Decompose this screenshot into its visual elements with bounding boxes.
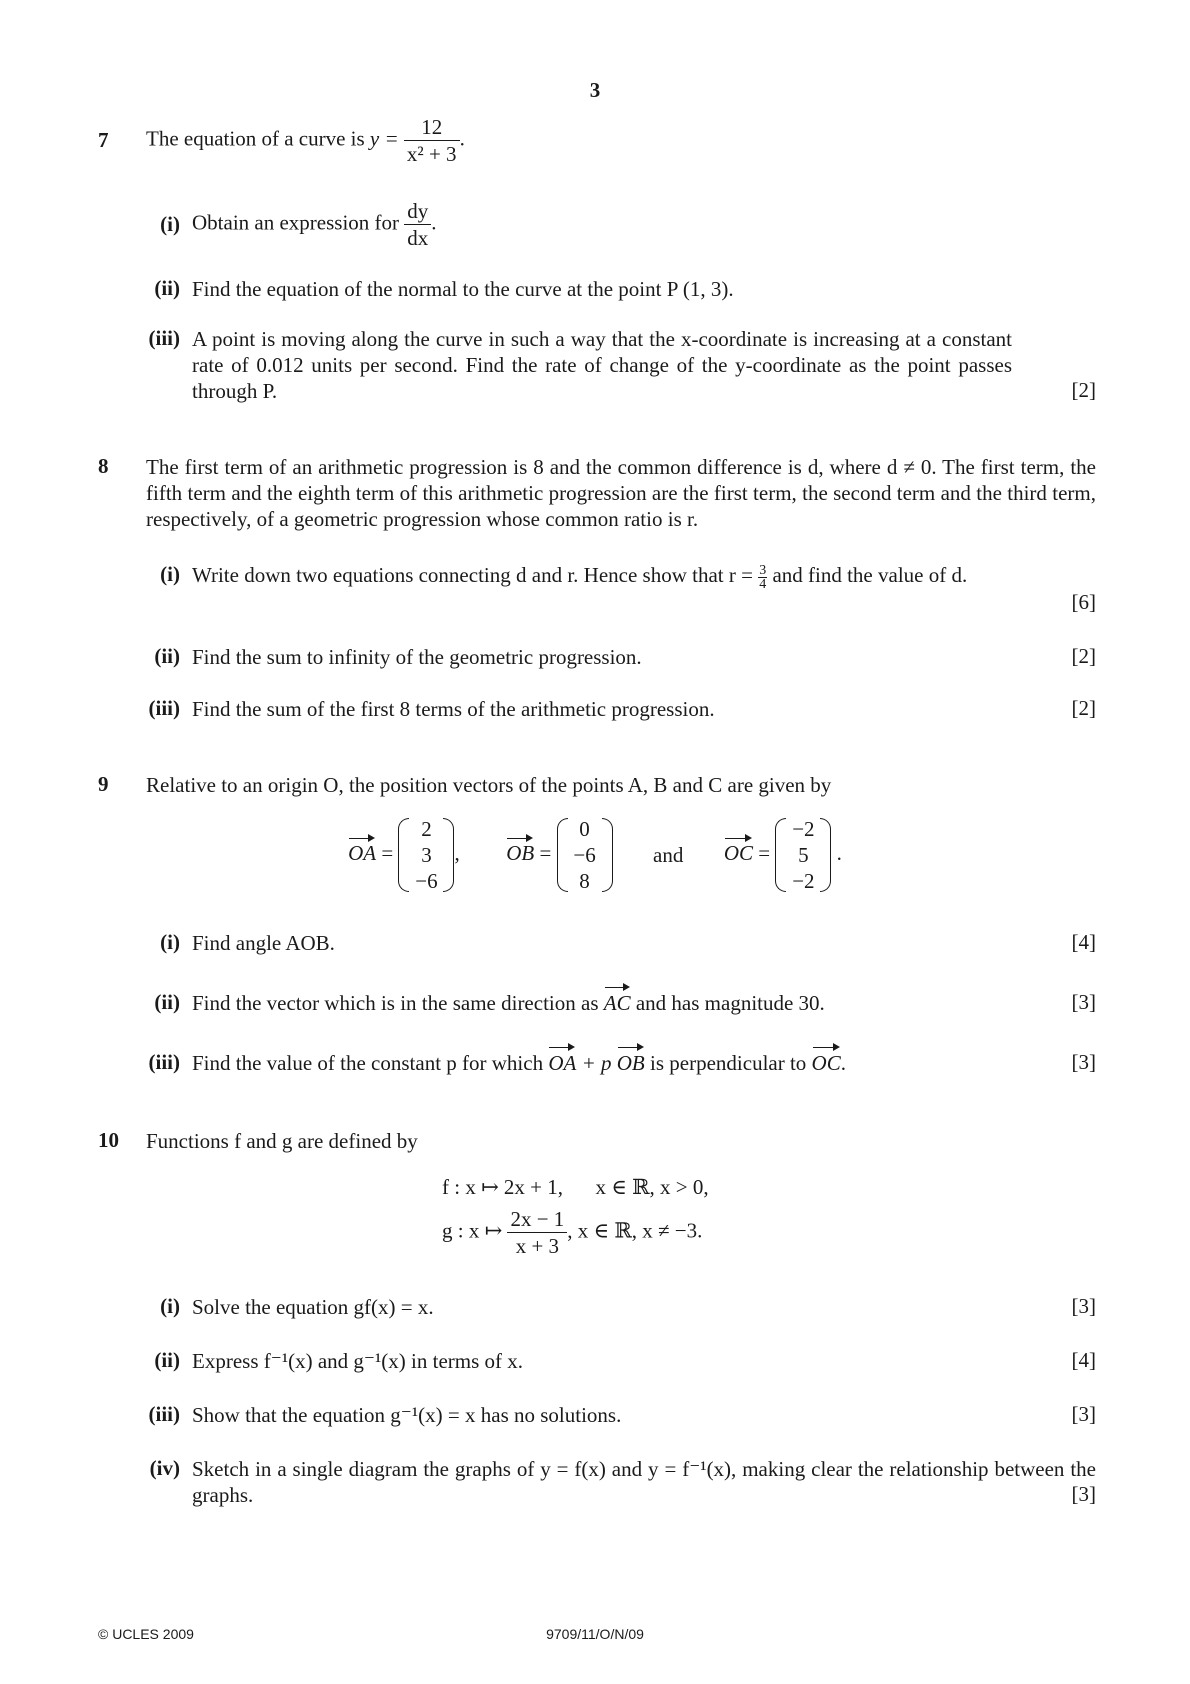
part-label: (iii) (148, 1050, 180, 1074)
f-definition (442, 1174, 709, 1200)
oa-x: 2 (421, 817, 432, 841)
q7-frac-den: x² + 3 (406, 142, 457, 166)
mark: [3] (1071, 990, 1096, 1014)
q8-i-frac-den: 4 (759, 576, 767, 592)
vector-ob-name: OB (506, 840, 535, 865)
part-text: Find the sum of the first 8 terms of the arithmetic progression. (192, 697, 715, 721)
part-text: Express f⁻¹(x) and g⁻¹(x) in terms of x. (192, 1349, 524, 1373)
q9-vector-definitions (0, 816, 1190, 894)
q9-iii-text-b: is perpendicular to (650, 1051, 807, 1075)
g-mapping-lhs: g : x ↦ (442, 1218, 503, 1243)
q7-i-fraction (404, 198, 431, 251)
q7-end: . (459, 126, 465, 151)
vector-ob: OB = 0 −6 8 (506, 816, 612, 894)
part-text (192, 562, 1096, 591)
question-9-number: 9 (98, 772, 109, 796)
q7-frac-num: 12 (404, 114, 460, 141)
part-label: (iii) (148, 326, 180, 350)
f-mapping: f : x ↦ 2x + 1, (442, 1175, 564, 1199)
part-text: Show that the equation g⁻¹(x) = x has no solutions. (192, 1403, 622, 1427)
g-frac-den: x + 3 (515, 1234, 560, 1258)
question-10-stem: Functions f and g are defined by (146, 1129, 418, 1153)
part-label: (i) (160, 212, 180, 236)
vector-oc-column (775, 816, 831, 894)
vector-oa-ref: OA (548, 1051, 577, 1075)
part-text: Sketch in a single diagram the graphs of y = f(x) and y = f⁻¹(x), making clear the relationship between the graphs. (192, 1457, 1096, 1507)
g-definition (442, 1206, 702, 1259)
part-label: (iii) (148, 1402, 180, 1426)
footer-code: 9709/11/O/N/09 (546, 1626, 644, 1642)
vector-oc: OC = −2 5 −2 . (723, 817, 842, 893)
part-text: Solve the equation gf(x) = x. (192, 1295, 434, 1319)
footer-copyright: © UCLES 2009 (98, 1626, 194, 1642)
mark: [2] (1071, 378, 1096, 402)
mark: [3] (1071, 1294, 1096, 1318)
g-frac-num: 2x − 1 (507, 1206, 567, 1233)
part-label: (i) (160, 1294, 180, 1318)
mark: [2] (1071, 644, 1096, 668)
part-label: (iii) (148, 696, 180, 720)
mark: [4] (1071, 1348, 1096, 1372)
vector-ob-ref: OB (616, 1051, 645, 1075)
vector-ac: AC (603, 991, 631, 1015)
page-number: 3 (589, 78, 601, 102)
mark: [2] (1071, 696, 1096, 720)
oc-sep: . (836, 840, 842, 865)
q9-iii-text-a: Find the value of the constant p for which (192, 1051, 544, 1075)
part-label: (i) (160, 562, 180, 586)
q8-i-text-b: and find the value of d. (772, 563, 968, 587)
part-label: (iv) (149, 1456, 180, 1480)
part-label: (i) (160, 930, 180, 954)
part-text (192, 990, 1096, 1016)
q8-i-fraction (758, 564, 767, 591)
vector-oa-column (398, 816, 454, 894)
vector-oa: OA = 2 3 −6 , (348, 817, 460, 893)
part-label: (ii) (154, 644, 180, 668)
mark: [3] (1071, 1402, 1096, 1426)
vector-oc-ref: OC (811, 1051, 841, 1075)
q7-i-frac-num: dy (404, 198, 431, 225)
part-label: (ii) (154, 1348, 180, 1372)
part-text: Find the sum to infinity of the geometric progression. (192, 645, 642, 669)
question-8-number: 8 (98, 454, 109, 478)
q7-fraction (404, 114, 460, 167)
part-text: Find the equation of the normal to the curve at the point P (1, 3). (192, 277, 734, 301)
q9-ii-text-b: and has magnitude 30. (635, 991, 825, 1015)
g-fraction (507, 1206, 567, 1259)
mark: [3] (1071, 1050, 1096, 1074)
oc-x: −2 (792, 817, 815, 841)
g-domain: , x ∈ ℝ, x ≠ −3. (567, 1218, 703, 1243)
question-8-stem: The first term of an arithmetic progression is 8 and the common difference is d, where d ≠ 0. The first term, the fifth term and the eighth term of this arithmetic progression are the first term, the second term and the third term, respectively, of a geometric progression whose common ratio is r. (146, 455, 1096, 531)
part-text: A point is moving along the curve in such a way that the x-coordinate is increasing at a constant rate of 0.012 units per second. Find the rate of change of the y-coordinate as the point passes through P. (192, 327, 1012, 403)
q8-i-frac-num: 3 (759, 562, 767, 578)
q7-intro: The equation of a curve is (146, 126, 365, 151)
mark: [4] (1071, 930, 1096, 954)
question-7-stem (146, 114, 1096, 167)
q8-i-text-a: Write down two equations connecting d and r. Hence show that r = (192, 563, 753, 587)
and-word: and (653, 842, 684, 867)
question-7-number: 7 (98, 128, 109, 152)
q9-iii-end: . (840, 1051, 846, 1075)
oc-z: −2 (792, 869, 815, 893)
vector-oc-name: OC (723, 840, 754, 865)
q7-i-frac-den: dx (407, 226, 429, 250)
ob-y: −6 (573, 843, 596, 867)
oa-y: 3 (421, 843, 432, 867)
oa-z: −6 (415, 869, 438, 893)
f-domain: x ∈ ℝ, x > 0, (595, 1175, 709, 1199)
vector-oa-name: OA (348, 840, 377, 865)
part-text: Find angle AOB. (192, 931, 335, 955)
q9-iii-mid: + p (581, 1051, 612, 1075)
oc-y: 5 (798, 843, 809, 867)
mark: [3] (1071, 1482, 1096, 1506)
part-text (192, 1050, 1096, 1076)
ob-x: 0 (579, 817, 590, 841)
q7-i-end: . (431, 210, 437, 235)
q7-y-eq: y = (369, 126, 399, 151)
oa-sep: , (454, 840, 460, 865)
question-9-stem: Relative to an origin O, the position vectors of the points A, B and C are given by (146, 773, 832, 797)
part-text (192, 198, 1096, 251)
ob-z: 8 (579, 869, 590, 893)
q7-i-text: Obtain an expression for (192, 210, 400, 235)
question-10-number: 10 (98, 1128, 119, 1152)
q9-ii-text-a: Find the vector which is in the same direction as (192, 991, 599, 1015)
part-label: (ii) (154, 276, 180, 300)
part-label: (ii) (154, 990, 180, 1014)
vector-ob-column (557, 816, 613, 894)
mark: [6] (1071, 590, 1096, 614)
